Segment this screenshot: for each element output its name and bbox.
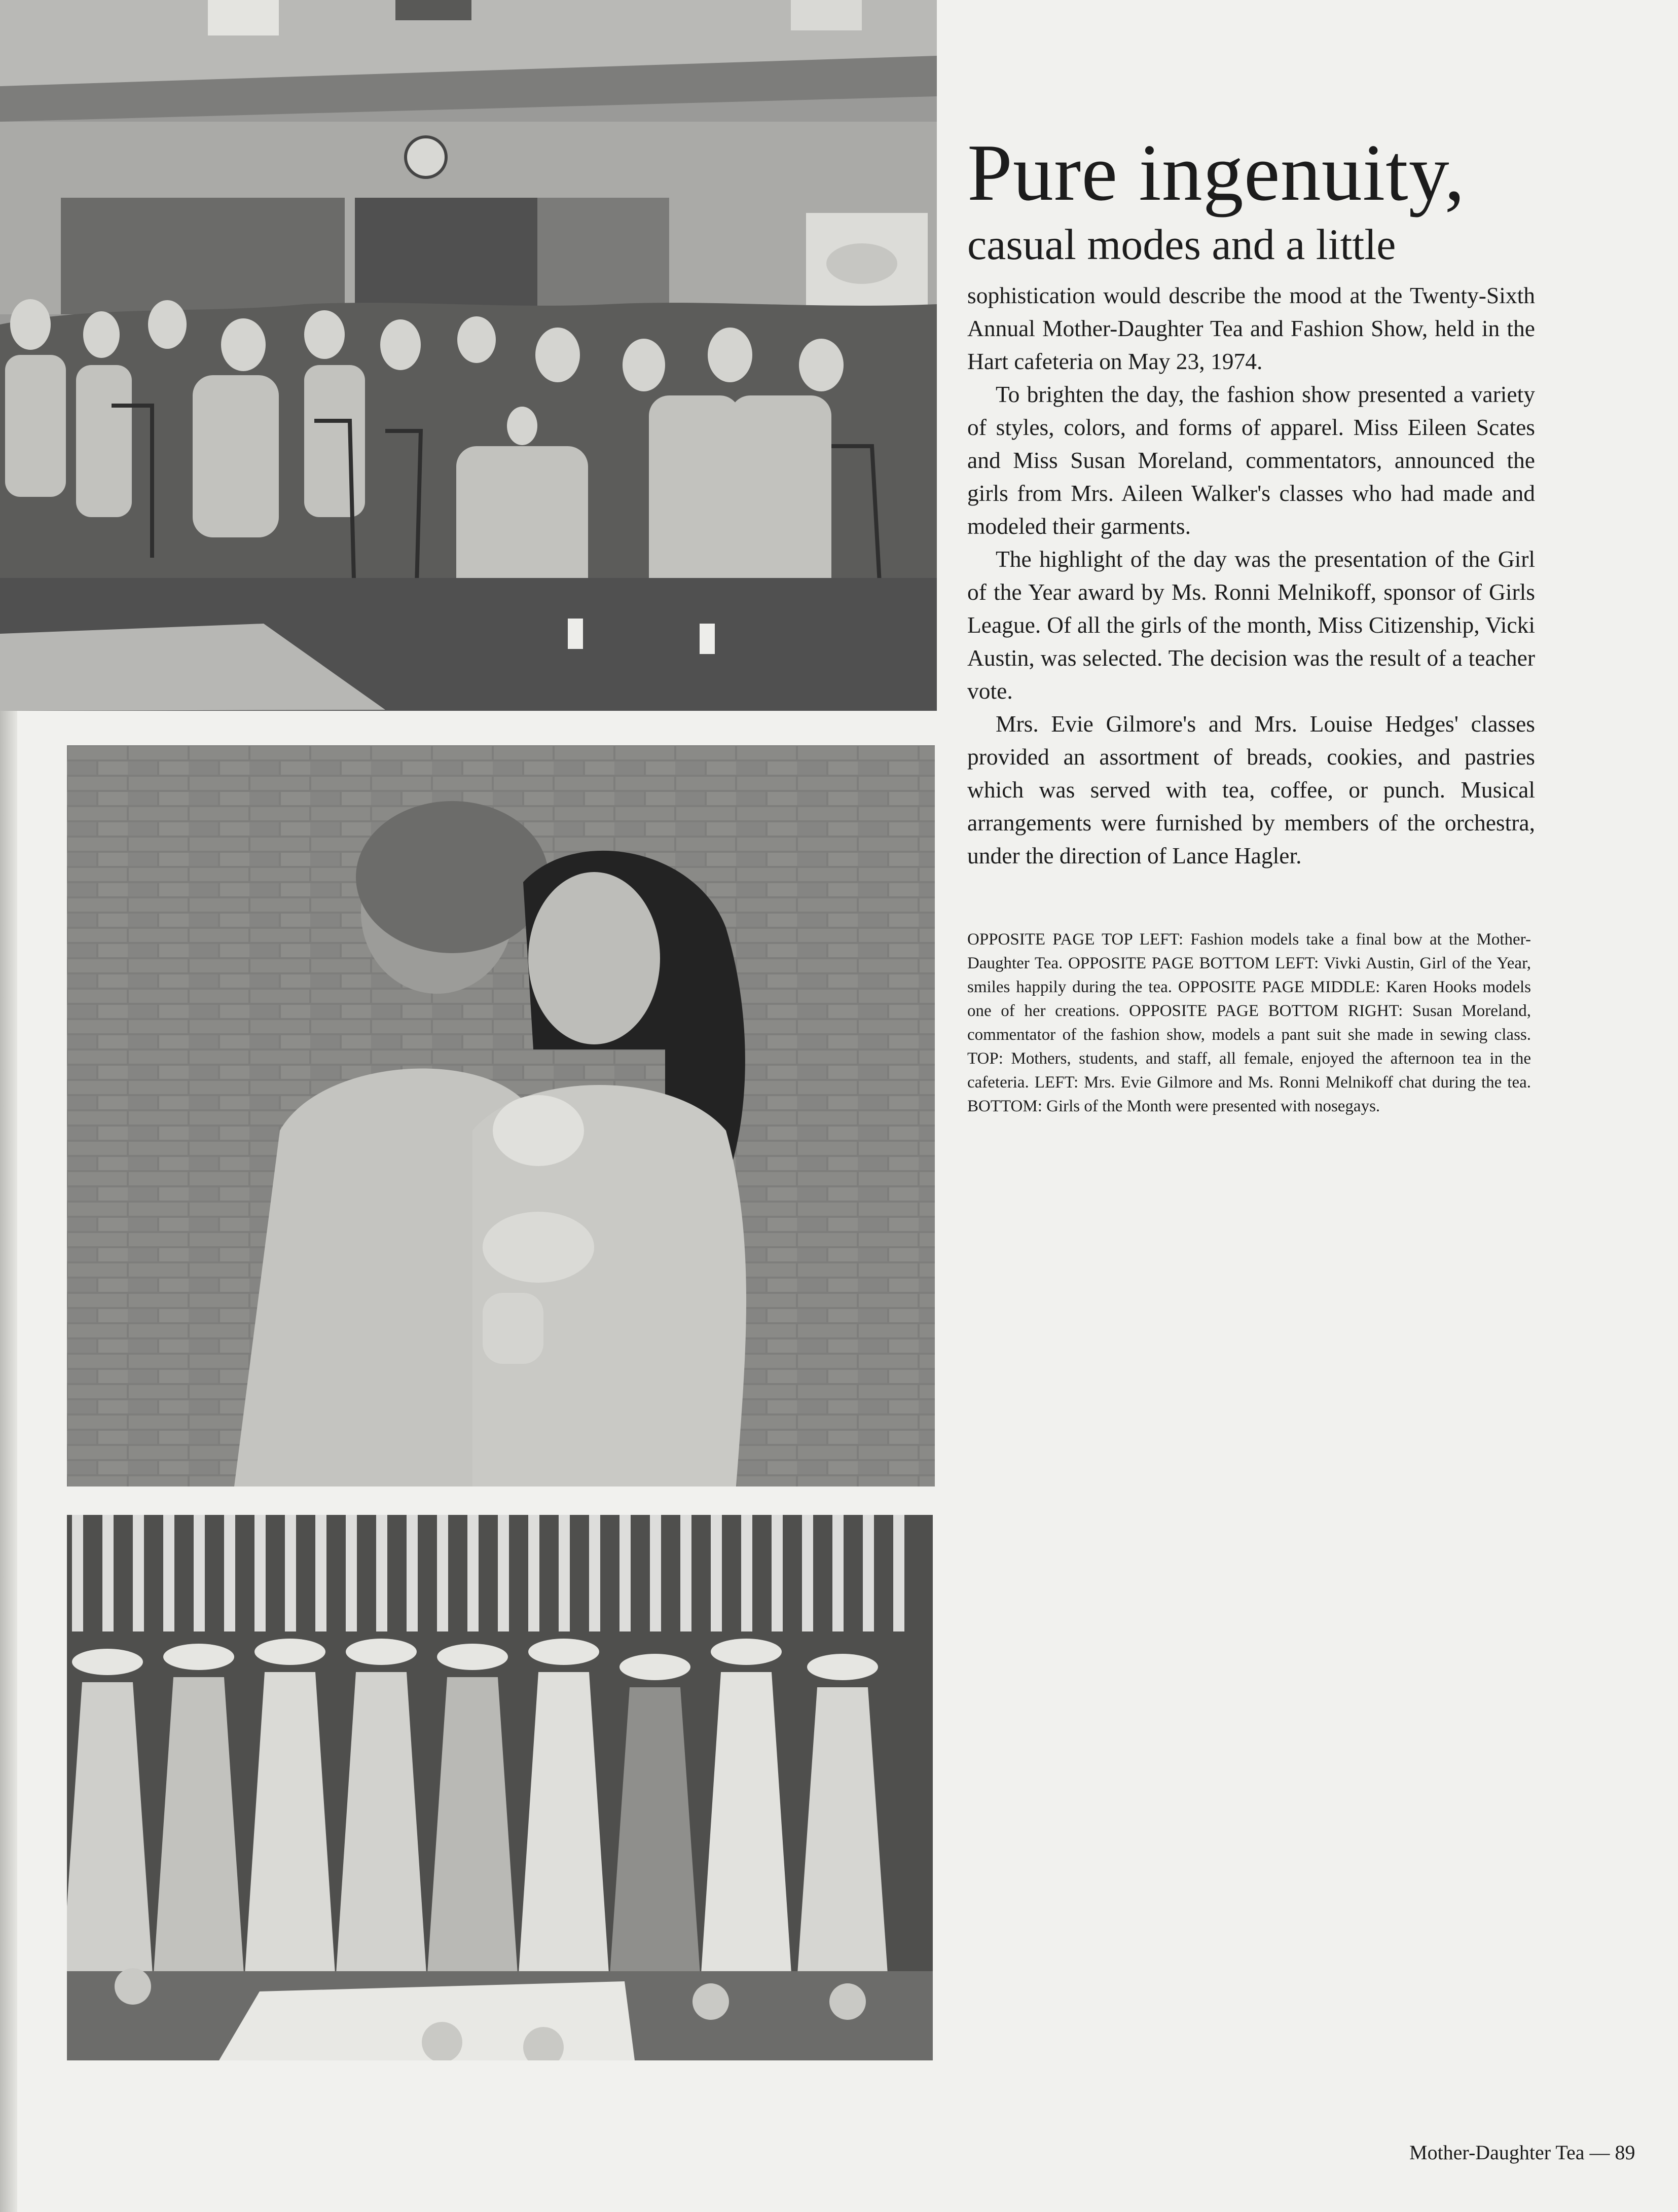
running-footer: Mother-Daughter Tea — 89 <box>1409 2141 1635 2164</box>
article-headline: Pure ingenuity, <box>967 127 1466 217</box>
photo-girls-of-the-month <box>67 1515 933 2060</box>
article-paragraph-4: Mrs. Evie Gilmore's and Mrs. Louise Hedges' classes provided an assortment of breads, cookies, and pastries which was served with tea, coffee, or punch. Musical arrangements were furnished by members of the orchestra, under the direction of Lance Hagler. <box>967 711 1535 868</box>
article-paragraph-3: The highlight of the day was the presentation of the Girl of the Year award by Ms. Ronni Melnikoff, sponsor of Girls League. Of all the girls of the month, Miss Citizenship, Vicki Austin, was selected. The decision was the result of a teacher vote. <box>967 546 1535 704</box>
article-paragraph-2: To brighten the day, the fashion show presented a variety of styles, colors, and forms of apparel. Miss Eileen Scates and Miss Susan Moreland, commentators, announced the girls from Mrs. Aileen Walker's classes who had made and modeled their garments. <box>967 381 1535 539</box>
article-body <box>967 279 1535 872</box>
article-paragraph-1: sophistication would describe the mood at the Twenty-Sixth Annual Mother-Daughter Tea and Fashion Show, held in the Hart cafeteria on May 23, 1974. <box>967 282 1535 374</box>
article <box>967 127 1535 872</box>
photo-audience-cafeteria <box>0 0 937 711</box>
photo-women-chatting <box>67 745 935 1486</box>
article-subhead: casual modes and a little <box>967 220 1396 269</box>
photo-caption: OPPOSITE PAGE TOP LEFT: Fashion models take a final bow at the Mother-Daughter Tea. OPPOSITE PAGE BOTTOM LEFT: Vivki Austin, Girl of the Year, smiles happily during the tea. OPPOSITE PAGE MIDDLE: Karen Hooks models one of her creations. OPPOSITE PAGE BOTTOM RIGHT: Susan Moreland, commentator of the fashion show, models a pant suit she made in sewing class. TOP: Mothers, students, and staff, all female, enjoyed the afternoon tea in the cafeteria. LEFT: Mrs. Evie Gilmore and Ms. Ronni Melnikoff chat during the tea. BOTTOM: Girls of the Month were presented with nosegays. <box>967 930 1531 1115</box>
